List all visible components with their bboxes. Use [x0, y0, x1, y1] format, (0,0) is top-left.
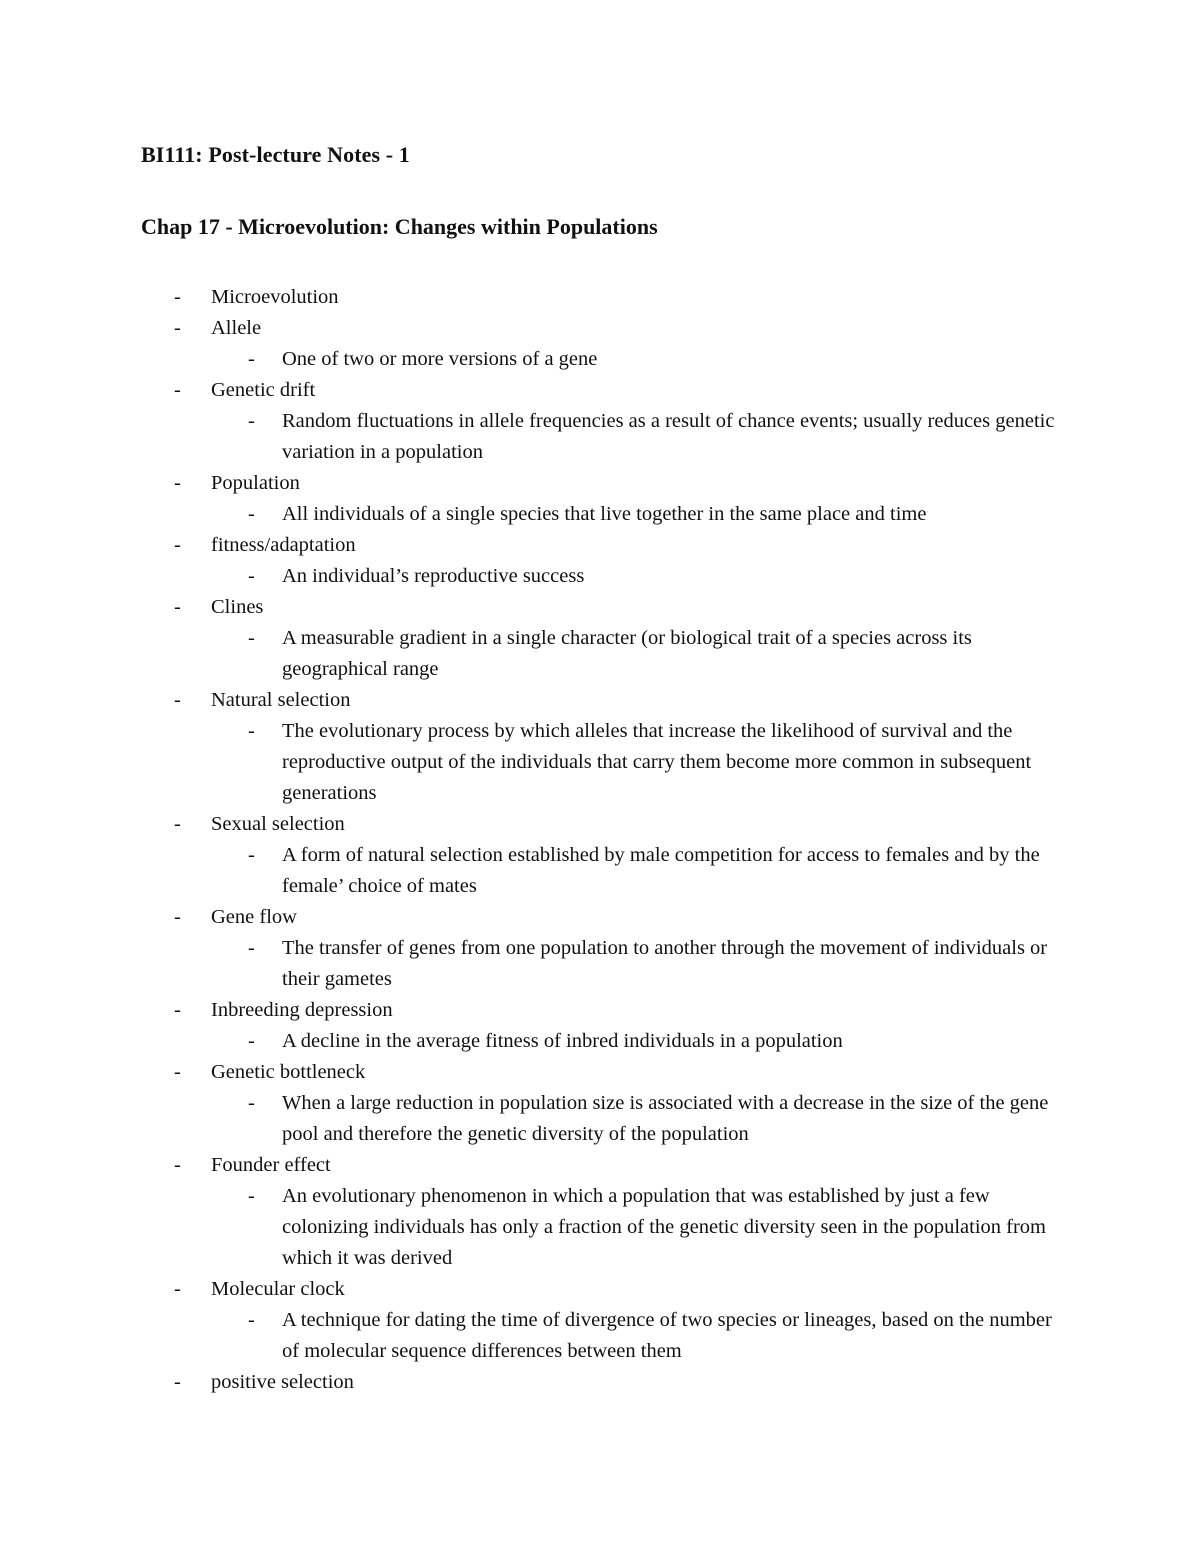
- term-bullet: -: [174, 596, 181, 618]
- definition-item: [248, 716, 1062, 809]
- term-label: Genetic bottleneck: [211, 1061, 366, 1083]
- definition-text: An evolutionary phenomenon in which a population that was established by just a few colonizing individuals has only a fraction of the genetic diversity seen in the population from which it was derived: [282, 1185, 1047, 1269]
- term-item: [0, 313, 1200, 375]
- definition-text: When a large reduction in population size is associated with a decrease in the size of the gene pool and therefore the genetic diversity of the population: [282, 1092, 1049, 1145]
- definition-bullet: -: [248, 503, 255, 525]
- definition-list: [211, 344, 1200, 375]
- term-item: [0, 902, 1200, 995]
- definition-list: [211, 499, 1200, 530]
- term-label: Sexual selection: [211, 813, 345, 835]
- term-item: [0, 809, 1200, 902]
- term-bullet: -: [174, 1061, 181, 1083]
- definition-text: A measurable gradient in a single character (or biological trait of a species across its geographical range: [282, 627, 972, 680]
- term-label: Natural selection: [211, 689, 351, 711]
- definition-bullet: -: [248, 565, 255, 587]
- definition-text: A technique for dating the time of divergence of two species or lineages, based on the number of molecular sequence differences between them: [282, 1309, 1052, 1362]
- term-bullet: -: [174, 286, 181, 308]
- term-bullet: -: [174, 379, 181, 401]
- definition-bullet: -: [248, 1030, 255, 1052]
- term-item: [0, 592, 1200, 685]
- term-bullet: -: [174, 1154, 181, 1176]
- term-item: [0, 375, 1200, 468]
- definition-item: [248, 623, 1062, 685]
- term-item: [0, 282, 1200, 313]
- definition-text: The evolutionary process by which alleles that increase the likelihood of survival and the reproductive output of the individuals that carry them become more common in subsequent generations: [282, 720, 1032, 804]
- definition-item: [248, 840, 1062, 902]
- definition-text: One of two or more versions of a gene: [282, 348, 598, 370]
- definition-item: [248, 1305, 1062, 1367]
- definition-item: [248, 344, 1062, 375]
- term-label: Molecular clock: [211, 1278, 345, 1300]
- page-title: BI111: Post-lecture Notes - 1: [141, 142, 410, 167]
- definition-text: A decline in the average fitness of inbred individuals in a population: [282, 1030, 843, 1052]
- term-label: positive selection: [211, 1371, 354, 1393]
- definition-text: The transfer of genes from one population to another through the movement of individuals or their gametes: [282, 937, 1048, 990]
- term-label: Microevolution: [211, 286, 339, 308]
- term-bullet: -: [174, 689, 181, 711]
- definition-item: [248, 406, 1062, 468]
- definition-text: Random fluctuations in allele frequencies as a result of chance events; usually reduces genetic variation in a population: [282, 410, 1055, 463]
- term-item: [0, 1367, 1200, 1398]
- definition-list: [211, 561, 1200, 592]
- definition-bullet: -: [248, 627, 255, 649]
- definition-list: [211, 406, 1200, 468]
- definition-bullet: -: [248, 1309, 255, 1331]
- term-label: Founder effect: [211, 1154, 331, 1176]
- definition-text: An individual’s reproductive success: [282, 565, 585, 587]
- term-item: [0, 995, 1200, 1057]
- definition-bullet: -: [248, 348, 255, 370]
- definition-bullet: -: [248, 1185, 255, 1207]
- term-item: [0, 468, 1200, 530]
- term-bullet: -: [174, 1278, 181, 1300]
- term-item: [0, 1057, 1200, 1150]
- term-bullet: -: [174, 534, 181, 556]
- term-label: Clines: [211, 596, 264, 618]
- definition-list: [211, 1026, 1200, 1057]
- term-label: fitness/adaptation: [211, 534, 356, 556]
- definition-list: [211, 1305, 1200, 1367]
- definition-list: [211, 1181, 1200, 1274]
- term-label: Inbreeding depression: [211, 999, 393, 1021]
- term-item: [0, 1150, 1200, 1274]
- term-bullet: -: [174, 1371, 181, 1393]
- definition-text: All individuals of a single species that live together in the same place and time: [282, 503, 927, 525]
- term-bullet: -: [174, 317, 181, 339]
- term-bullet: -: [174, 813, 181, 835]
- definition-list: [211, 716, 1200, 809]
- definition-bullet: -: [248, 1092, 255, 1114]
- definition-item: [248, 561, 1062, 592]
- term-item: [0, 685, 1200, 809]
- term-item: [0, 1274, 1200, 1367]
- definition-bullet: -: [248, 410, 255, 432]
- definition-list: [211, 840, 1200, 902]
- definition-bullet: -: [248, 844, 255, 866]
- definition-item: [248, 1181, 1062, 1274]
- term-label: Genetic drift: [211, 379, 316, 401]
- definition-item: [248, 933, 1062, 995]
- definition-item: [248, 1026, 1062, 1057]
- definition-item: [248, 499, 1062, 530]
- definition-item: [248, 1088, 1062, 1150]
- term-item: [0, 530, 1200, 592]
- definition-list: [211, 623, 1200, 685]
- term-bullet: -: [174, 906, 181, 928]
- term-bullet: -: [174, 472, 181, 494]
- definition-list: [211, 1088, 1200, 1150]
- term-label: Gene flow: [211, 906, 297, 928]
- definition-bullet: -: [248, 720, 255, 742]
- definition-text: A form of natural selection established by male competition for access to females and by the female’ choice of mates: [282, 844, 1040, 897]
- chapter-heading: Chap 17 - Microevolution: Changes within Populations: [141, 214, 658, 239]
- definition-bullet: -: [248, 937, 255, 959]
- term-bullet: -: [174, 999, 181, 1021]
- terms-list: [0, 282, 1200, 1398]
- term-label: Population: [211, 472, 300, 494]
- definition-list: [211, 933, 1200, 995]
- term-label: Allele: [211, 317, 262, 339]
